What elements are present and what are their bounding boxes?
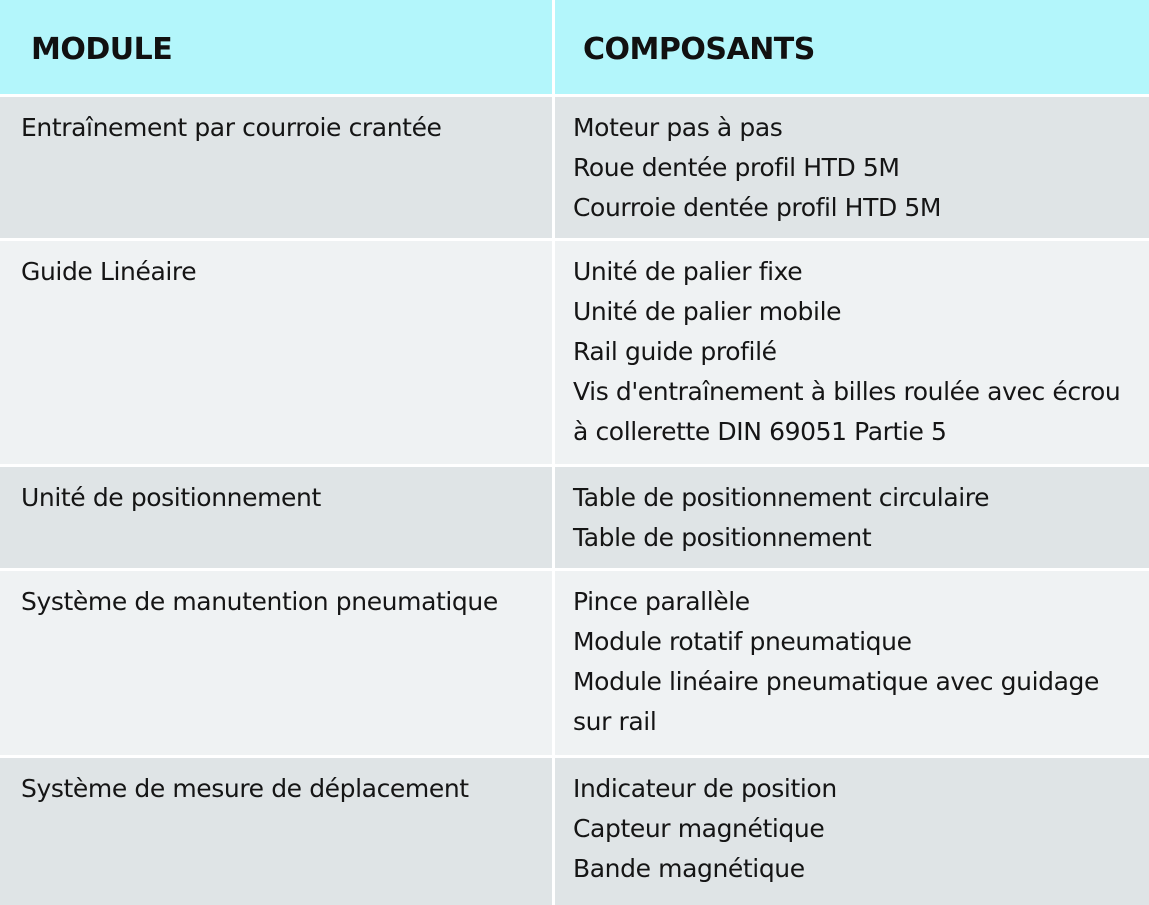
row-3-composants	[555, 467, 1149, 568]
component-item: Capteur magnétique	[573, 814, 825, 843]
row-4-composants	[555, 571, 1149, 755]
component-item: Module rotatif pneumatique	[573, 627, 912, 656]
component-item: Module linéaire pneumatique avec guidage	[573, 667, 1099, 696]
row-5-composants	[555, 758, 1149, 905]
component-item: à collerette DIN 69051 Partie 5	[573, 417, 947, 446]
component-item: Unité de palier fixe	[573, 257, 803, 286]
component-item: Courroie dentée profil HTD 5M	[573, 193, 942, 222]
row-4-module: Système de manutention pneumatique	[0, 571, 552, 755]
component-item: Table de positionnement circulaire	[573, 483, 990, 512]
component-item: Pince parallèle	[573, 587, 750, 616]
row-1-composants	[555, 97, 1149, 238]
row-2-composants	[555, 241, 1149, 464]
component-item: Table de positionnement	[573, 523, 872, 552]
component-item: Indicateur de position	[573, 774, 837, 803]
component-item: Unité de palier mobile	[573, 297, 842, 326]
component-item: Roue dentée profil HTD 5M	[573, 153, 900, 182]
component-item: Vis d'entraînement à billes roulée avec écrou	[573, 377, 1121, 406]
row-3-module: Unité de positionnement	[0, 467, 552, 568]
component-item: sur rail	[573, 707, 657, 736]
component-item: Rail guide profilé	[573, 337, 777, 366]
header-module: MODULE	[0, 0, 552, 94]
row-1-module: Entraînement par courroie crantée	[0, 97, 552, 238]
header-composants: COMPOSANTS	[555, 0, 1149, 94]
row-5-module: Système de mesure de déplacement	[0, 758, 552, 905]
row-2-module: Guide Linéaire	[0, 241, 552, 464]
component-item: Moteur pas à pas	[573, 113, 783, 142]
component-item: Bande magnétique	[573, 854, 805, 883]
